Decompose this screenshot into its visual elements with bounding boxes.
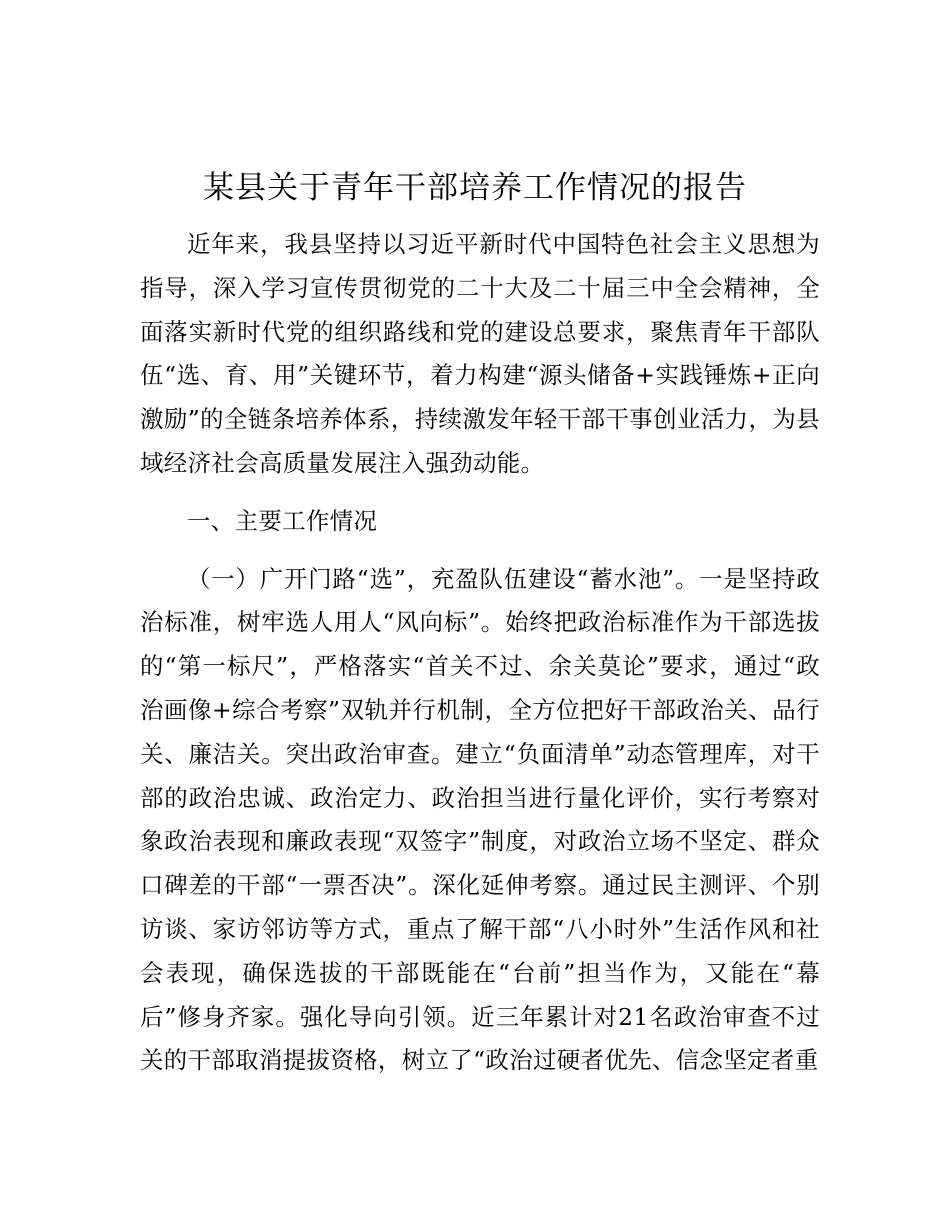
document-body bbox=[140, 223, 820, 1083]
body-paragraph: （一）广开门路“选”，充盈队伍建设“蓄水池”。一是坚持政治标准，树牢选人用人“风向标”。始终把政治标准作为干部选拔的“第一标尺”，严格落实“首关不过、余关莫论”要求，通过“政治画像+综合考察”双轨并行机制，全方位把好干部政治关、品行关、廉洁关。突出政治审查。建立“负面清单”动态管理库，对干部的政治忠诚、政治定力、政治担当进行量化评价，实行考察对象政治表现和廉政表现“双签字”制度，对政治立场不坚定、群众口碑差的干部“一票否决”。深化延伸考察。通过民主测评、个别访谈、家访邻访等方式，重点了解干部“八小时外”生活作风和社会表现，确保选拔的干部既能在“台前”担当作为，又能在“幕后”修身齐家。强化导向引领。近三年累计对21名政治审查不过关的干部取消提拔资格，树立了“政治过硬者优先、信念坚定者重 bbox=[140, 564, 820, 1075]
document-title: 某县关于青年干部培养工作情况的报告 bbox=[203, 170, 747, 206]
intro-paragraph: 近年来，我县坚持以习近平新时代中国特色社会主义思想为指导，深入学习宣传贯彻党的二十大及二十届三中全会精神，全面落实新时代党的组织路线和党的建设总要求，聚焦青年干部队伍“选、育、用”关键环节，着力构建“源头储备+实践锤炼+正向激励”的全链条培养体系，持续激发年轻干部干事创业活力，为县域经济社会高质量发展注入强劲动能。 bbox=[140, 230, 820, 477]
section-heading: 一、主要工作情况 bbox=[187, 506, 378, 535]
